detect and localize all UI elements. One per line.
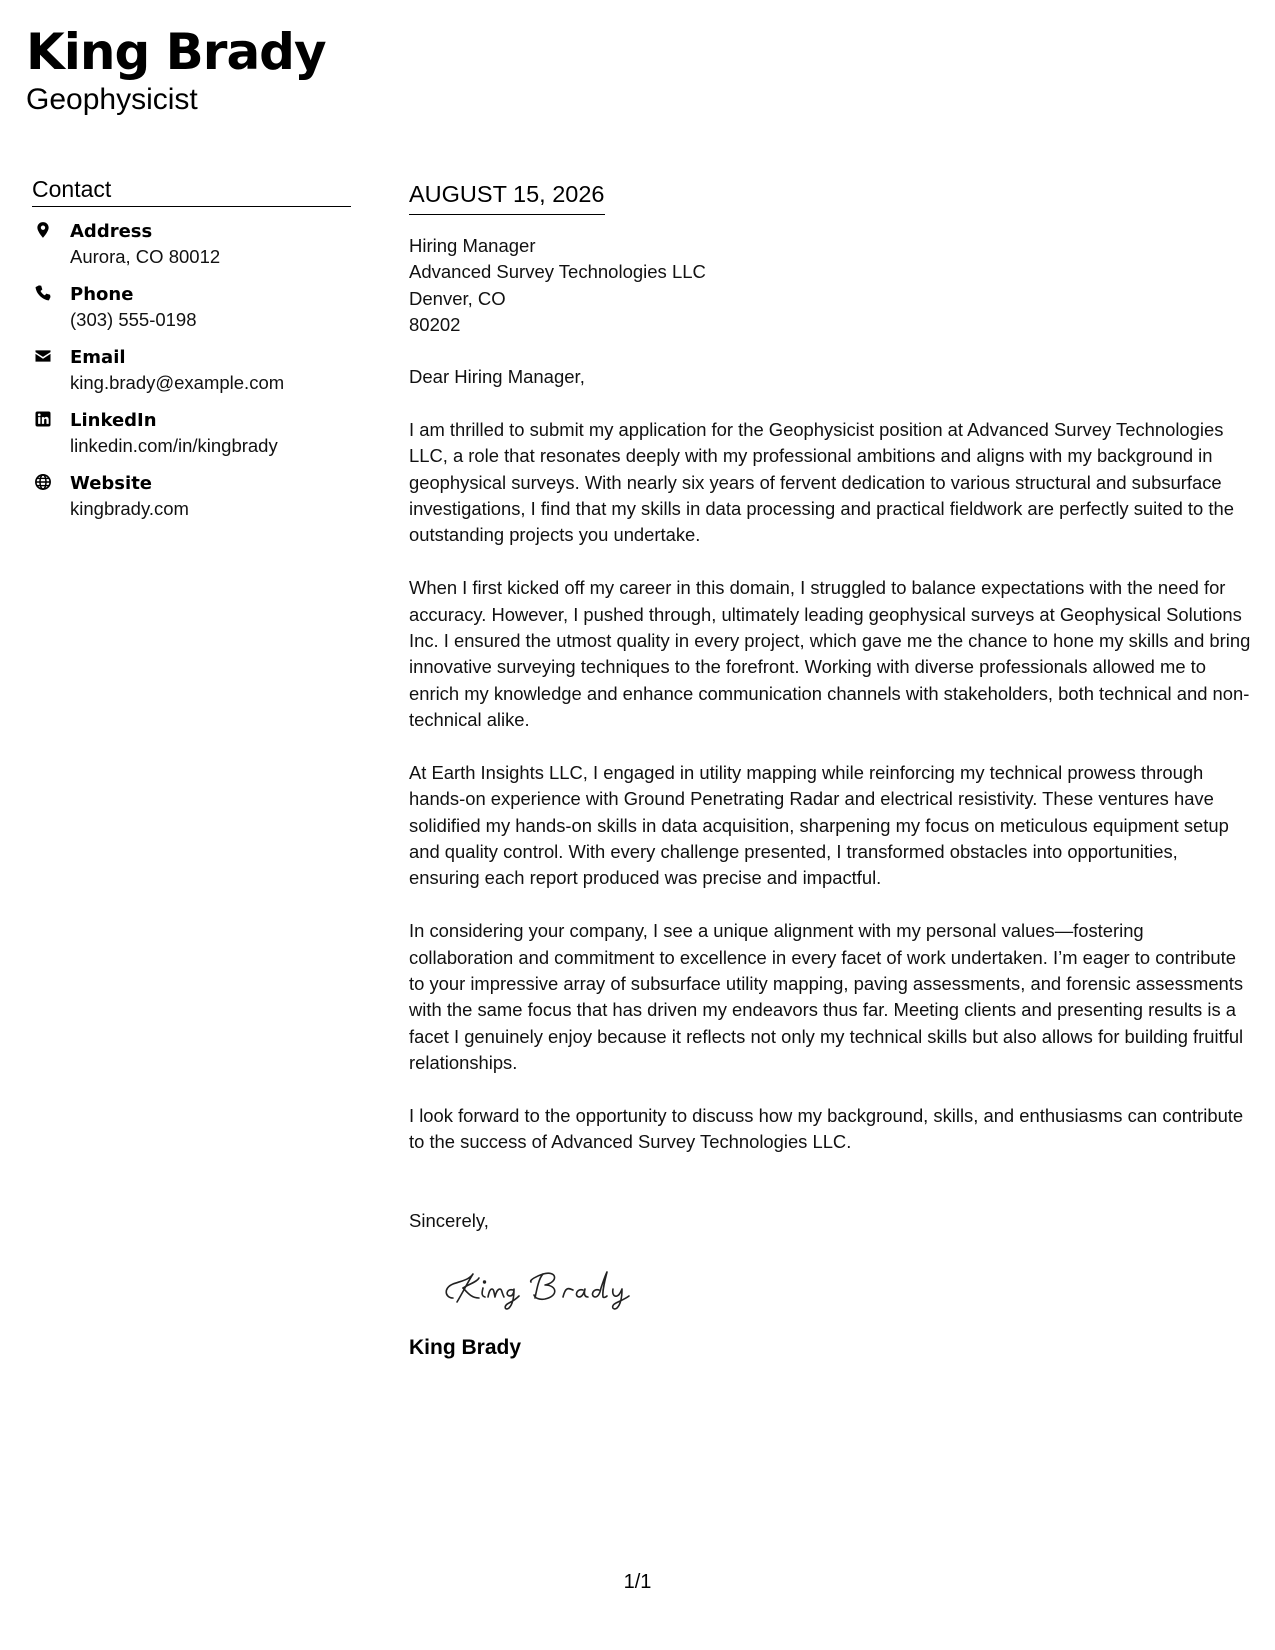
applicant-name: King Brady xyxy=(26,23,326,81)
contact-label-email: Email xyxy=(70,347,126,368)
contact-value-email: king.brady@example.com xyxy=(70,372,285,393)
letter-paragraph: In considering your company, I see a unique alignment with my personal values—fostering collaboration and commitment to excellence in every facet of work undertaken. I’m eager to contribute to your impressive array of subsurface utility mapping, paving assessments, and forensic assessments with the same focus that has driven my endeavors thus far. Meeting clients and presenting results is a facet I genuinely enjoy because it reflects not only my technical skills but also allows for building fruitful relationships. xyxy=(409,920,1244,1074)
contact-sidebar xyxy=(32,175,351,522)
signer-name: King Brady xyxy=(409,1335,522,1359)
contact-value-phone: (303) 555-0198 xyxy=(70,309,197,330)
salutation: Dear Hiring Manager, xyxy=(409,366,585,388)
recipient-line: 80202 xyxy=(409,313,461,335)
linkedin-icon xyxy=(34,410,52,428)
letter-body xyxy=(409,178,1251,1362)
contact-item-email xyxy=(32,345,351,396)
contact-label-address: Address xyxy=(70,221,153,242)
recipient-line: Hiring Manager xyxy=(409,235,536,256)
contact-heading: Contact xyxy=(32,175,351,207)
contact-label-website: Website xyxy=(70,473,153,494)
contact-value-website: kingbrady.com xyxy=(70,498,189,519)
letter-paragraph: I am thrilled to submit my application for the Geophysicist position at Advanced Survey Technologies LLC, a role that resonates deeply with my professional ambitions and aligns with my background in geophysical surveys. With nearly six years of fervent dedication to various structural and subsurface investigations, I find that my skills in data processing and practical fieldwork are perfectly suited to the outstanding projects you undertake. xyxy=(409,418,1234,546)
map-pin-icon xyxy=(34,221,52,239)
contact-value-address: Aurora, CO 80012 xyxy=(70,246,221,267)
contact-label-phone: Phone xyxy=(70,284,134,305)
letter-paragraph: I look forward to the opportunity to discuss how my background, skills, and enthusiasms can contribute to the success of Advanced Survey Technologies LLC. xyxy=(409,1104,1244,1153)
envelope-icon xyxy=(34,347,52,365)
letter-paragraph: At Earth Insights LLC, I engaged in utility mapping while reinforcing my technical prowess through hands-on experience with Ground Penetrating Radar and electrical resistivity. These ventures have solidified my hands-on skills in data acquisition, sharpening my focus on meticulous equipment setup and quality control. With every challenge presented, I transformed obstacles into opportunities, ensuring each report produced was precise and impactful. xyxy=(409,761,1229,889)
contact-label-linkedin: LinkedIn xyxy=(70,410,157,431)
phone-icon xyxy=(34,284,52,302)
applicant-job-title: Geophysicist xyxy=(26,83,198,116)
closing: Sincerely, xyxy=(409,1209,489,1231)
letter-paragraph: When I first kicked off my career in this domain, I struggled to balance expectations with the need for accuracy. However, I pushed through, ultimately leading geophysical surveys at Geophysical Solutions Inc. I ensured the utmost quality in every project, which gave me the chance to hone my skills and bring innovative surveying techniques to the forefront. Working with diverse professionals allowed me to enrich my knowledge and enhance communication channels with stakeholders, both technical and non-technical alike. xyxy=(409,577,1251,731)
contact-item-address xyxy=(32,219,351,270)
contact-item-linkedin xyxy=(32,408,351,459)
contact-item-website xyxy=(32,471,351,522)
page-number: 1/1 xyxy=(623,1571,652,1593)
contact-item-phone xyxy=(32,282,351,333)
recipient-block xyxy=(409,233,1251,338)
recipient-line: Denver, CO xyxy=(409,287,506,309)
handwritten-signature xyxy=(439,1258,659,1314)
contact-value-linkedin: linkedin.com/in/kingbrady xyxy=(70,435,278,456)
recipient-line: Advanced Survey Technologies LLC xyxy=(409,261,706,283)
globe-icon xyxy=(34,473,52,491)
letter-date: AUGUST 15, 2026 xyxy=(409,178,605,215)
